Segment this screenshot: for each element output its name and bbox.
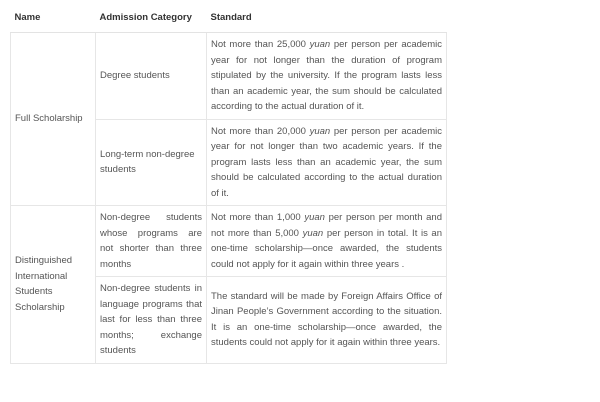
header-standard: Standard <box>207 4 447 33</box>
standard-text: per person in total. It is an one-time scholarship—once awarded, the students could not apply for it again within three years . <box>211 227 443 270</box>
table-header-row <box>11 4 447 33</box>
standard-text: per person per academic year for not longer than the duration of program stipulated by the university. If the program lasts less than an academic year, the sum should be calculated according to the actual duration of it. <box>211 39 442 112</box>
standard-text: Not more than 25,000 <box>211 39 310 50</box>
standard-text: The standard will be made by Foreign Affairs Office of Jinan People’s Government according to the situation. It is an one-time scholarship—once awarded, the students could not apply for it again within three years. <box>211 290 442 349</box>
standard-cell <box>207 277 447 364</box>
table-row <box>11 206 447 277</box>
table-row <box>11 33 447 120</box>
standard-cell <box>207 206 447 277</box>
scholarship-name-cell: Distinguished International Students Scholarship <box>11 206 96 364</box>
standard-cell <box>207 33 447 120</box>
header-admission-category: Admission Category <box>96 4 207 33</box>
standard-text: Not more than 1,000 <box>211 212 305 223</box>
scholarship-table <box>10 4 447 364</box>
admission-category-cell: Degree students <box>96 33 207 120</box>
standard-currency: yuan <box>302 227 324 239</box>
standard-text: per person per month and not more than 5,000 <box>211 212 442 239</box>
standard-text: per person per academic year for not longer than two academic years. If the program lasts less than an academic year, the sum should be calculated according to the actual duration of it. <box>211 125 442 199</box>
standard-currency: yuan <box>309 125 331 137</box>
admission-category-cell: Non-degree students in language programs that last for less than three months; exchange students <box>96 277 207 364</box>
standard-currency: yuan <box>309 39 331 50</box>
header-name: Name <box>11 4 96 33</box>
admission-category-cell: Non-degree students whose programs are not shorter than three months <box>96 206 207 277</box>
admission-category-cell: Long-term non-degree students <box>96 119 207 206</box>
standard-text: Not more than 20,000 <box>211 125 310 137</box>
standard-currency: yuan <box>304 212 325 223</box>
scholarship-name-cell: Full Scholarship <box>11 33 96 206</box>
standard-cell <box>207 119 447 206</box>
